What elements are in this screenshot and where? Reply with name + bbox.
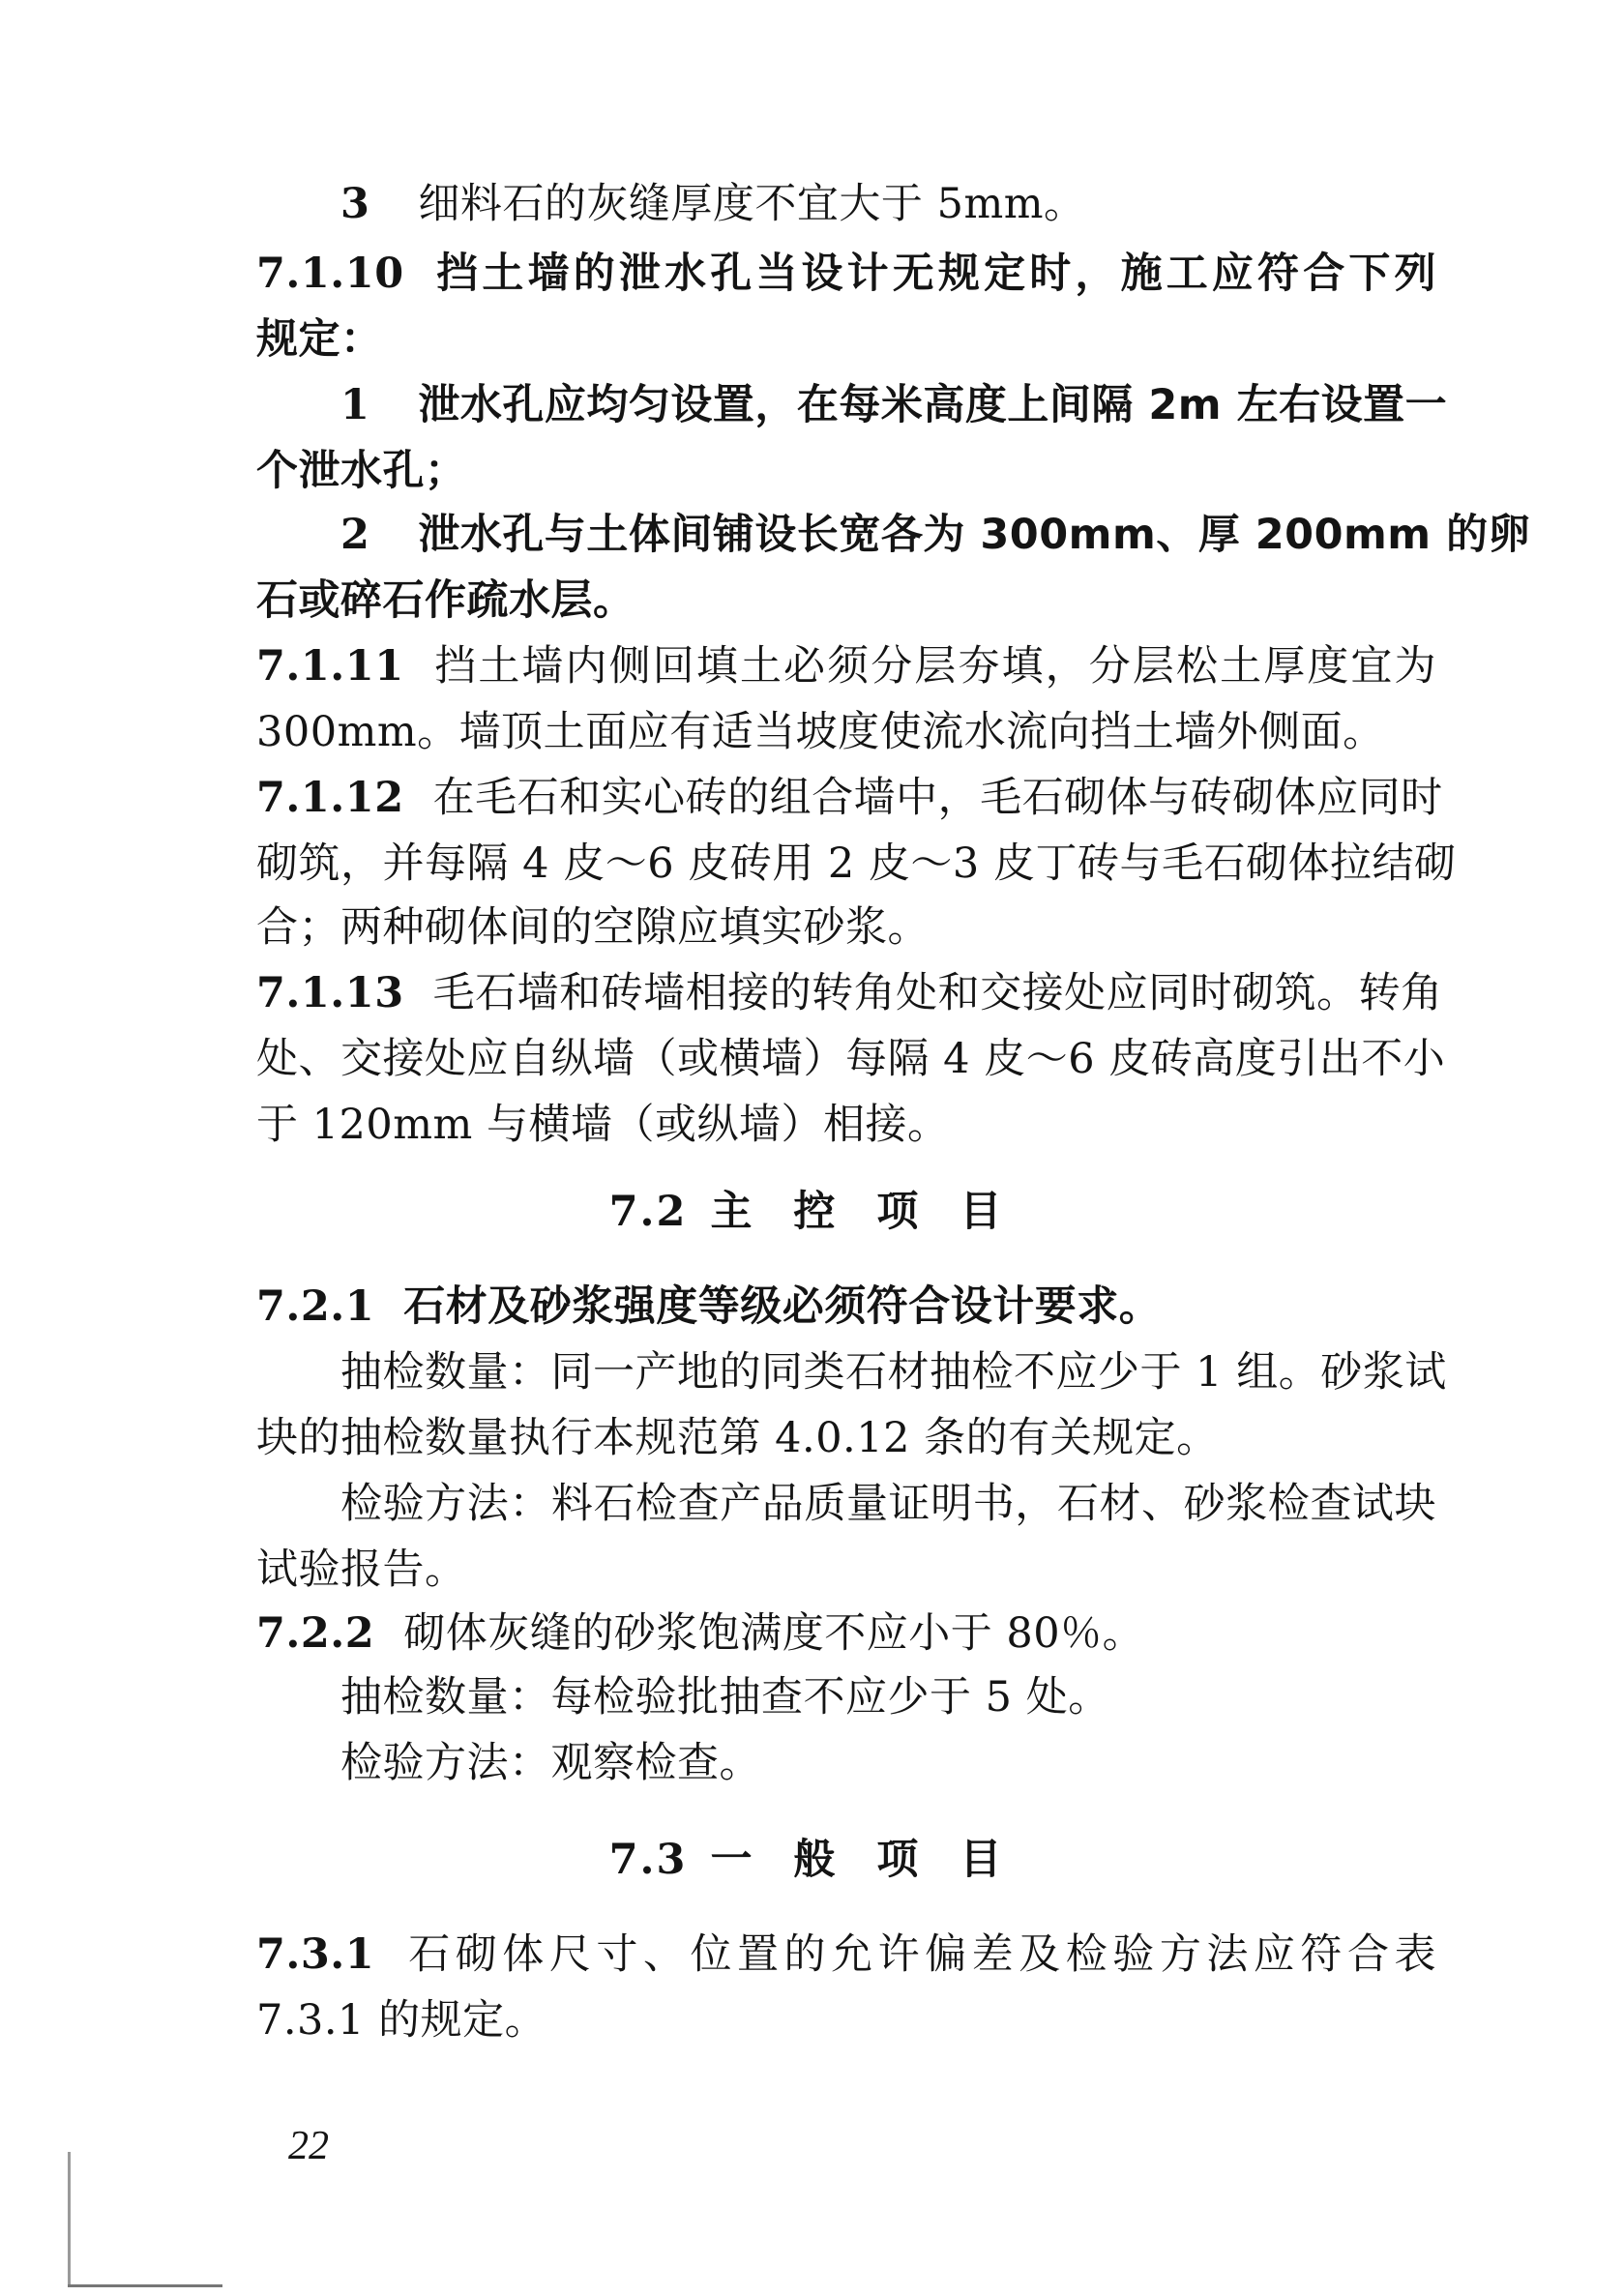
section-title: 一 般 项 目 <box>710 1836 1016 1884</box>
clause-number: 7.1.11 <box>256 642 404 691</box>
clause-text: 毛石墙和砖墙相接的转角处和交接处应同时砌筑。转角 <box>432 969 1443 1017</box>
clause-number: 7.2.2 <box>256 1609 375 1658</box>
item-text: 石或碎石作疏水层。 <box>256 576 635 625</box>
method-7-2-1-line-2 <box>256 1538 1436 1602</box>
clause-text: 7.3.1 的规定。 <box>256 1996 547 2045</box>
section-title: 主 控 项 目 <box>710 1188 1016 1236</box>
clause-text: 规定： <box>256 315 383 364</box>
section-number: 7.2 <box>608 1188 688 1236</box>
clause-7-1-11-line-1 <box>256 634 1436 698</box>
sampling-7-2-1-line-2 <box>256 1406 1436 1470</box>
clause-7-1-13-line-3 <box>256 1093 1436 1157</box>
sampling-7-2-2-line <box>340 1665 1436 1729</box>
clause-7-1-12-line-1 <box>256 766 1443 830</box>
item-number: 2 <box>340 511 370 559</box>
clause-text: 砌体灰缝的砂浆饱满度不应小于 80％。 <box>403 1609 1145 1658</box>
item-2-line-1 <box>340 503 1531 567</box>
item-text: 细料石的灰缝厚度不宜大于 5mm。 <box>418 180 1086 228</box>
clause-text: 300mm。墙顶土面应有适当坡度使流水流向挡土墙外侧面。 <box>256 708 1385 756</box>
clause-text: 块的抽检数量执行本规范第 4.0.12 条的有关规定。 <box>256 1414 1219 1462</box>
clause-7-1-11-line-2 <box>256 700 1436 764</box>
clause-text: 处、交接处应自纵墙（或横墙）每隔 4 皮～6 皮砖高度引出不小 <box>256 1035 1446 1083</box>
clause-7-3-1-line-1 <box>256 1923 1436 1987</box>
clause-text: 石砌体尺寸、位置的允许偏差及检验方法应符合表 <box>403 1930 1436 1979</box>
scan-edge-horizontal <box>68 2284 222 2287</box>
clause-text: 于 120mm 与横墙（或纵墙）相接。 <box>256 1101 950 1149</box>
section-number: 7.3 <box>608 1836 688 1884</box>
item-2-line-2 <box>256 569 1436 633</box>
clause-text: 合；两种砌体间的空隙应填实砂浆。 <box>256 903 930 952</box>
clause-text: 挡土墙的泄水孔当设计无规定时，施工应符合下列 <box>432 250 1436 298</box>
clause-7-1-10-line-2 <box>256 308 1436 371</box>
clause-7-1-10-line-1 <box>256 242 1436 306</box>
section-heading-7-2 <box>0 1178 1624 1246</box>
page-number: 22 <box>288 2124 329 2168</box>
scan-edge-vertical <box>68 2152 71 2287</box>
section-heading-7-3 <box>0 1826 1624 1894</box>
clause-7-3-1-line-2 <box>256 1988 1436 2052</box>
method-7-2-2-line <box>340 1731 1436 1795</box>
clause-7-2-2-line <box>256 1602 1436 1665</box>
clause-7-1-12-line-2 <box>256 832 1457 896</box>
clause-number: 7.3.1 <box>256 1930 375 1979</box>
sampling-7-2-1-line-1 <box>340 1340 1447 1404</box>
clause-text: 试验报告。 <box>256 1545 467 1594</box>
item-3-line <box>340 172 1436 236</box>
item-text: 个泄水孔； <box>256 447 467 495</box>
method-7-2-1-line-1 <box>340 1472 1436 1536</box>
clause-7-1-12-line-3 <box>256 896 1436 959</box>
clause-number: 7.1.12 <box>256 774 404 822</box>
item-1-line-1 <box>340 373 1448 437</box>
clause-text: 挡土墙内侧回填土必须分层夯填，分层松土厚度宜为 <box>432 642 1436 691</box>
clause-number: 7.1.13 <box>256 969 404 1017</box>
clause-7-1-13-line-1 <box>256 961 1443 1025</box>
item-number: 1 <box>340 381 370 429</box>
item-text: 泄水孔与土体间铺设长宽各为 300mm、厚 200mm 的卵 <box>418 511 1531 559</box>
clause-text: 抽检数量：同一产地的同类石材抽检不应少于 1 组。砂浆试 <box>340 1348 1447 1397</box>
clause-text: 在毛石和实心砖的组合墙中，毛石砌体与砖砌体应同时 <box>432 774 1443 822</box>
item-1-line-2 <box>256 439 1436 503</box>
item-number: 3 <box>340 180 370 228</box>
clause-text: 抽检数量：每检验批抽查不应少于 5 处。 <box>340 1673 1110 1722</box>
clause-text: 砌筑，并每隔 4 皮～6 皮砖用 2 皮～3 皮丁砖与毛石砌体拉结砌 <box>256 839 1457 888</box>
clause-text: 石材及砂浆强度等级必须符合设计要求。 <box>403 1282 1162 1331</box>
item-text: 泄水孔应均匀设置，在每米高度上间隔 2m 左右设置一 <box>418 381 1448 429</box>
clause-7-2-1-line <box>256 1275 1436 1339</box>
clause-text: 检验方法：观察检查。 <box>340 1739 761 1787</box>
clause-7-1-13-line-2 <box>256 1027 1446 1091</box>
clause-number: 7.2.1 <box>256 1282 375 1331</box>
clause-number: 7.1.10 <box>256 250 404 298</box>
clause-text: 检验方法：料石检查产品质量证明书，石材、砂浆检查试块 <box>340 1480 1436 1528</box>
